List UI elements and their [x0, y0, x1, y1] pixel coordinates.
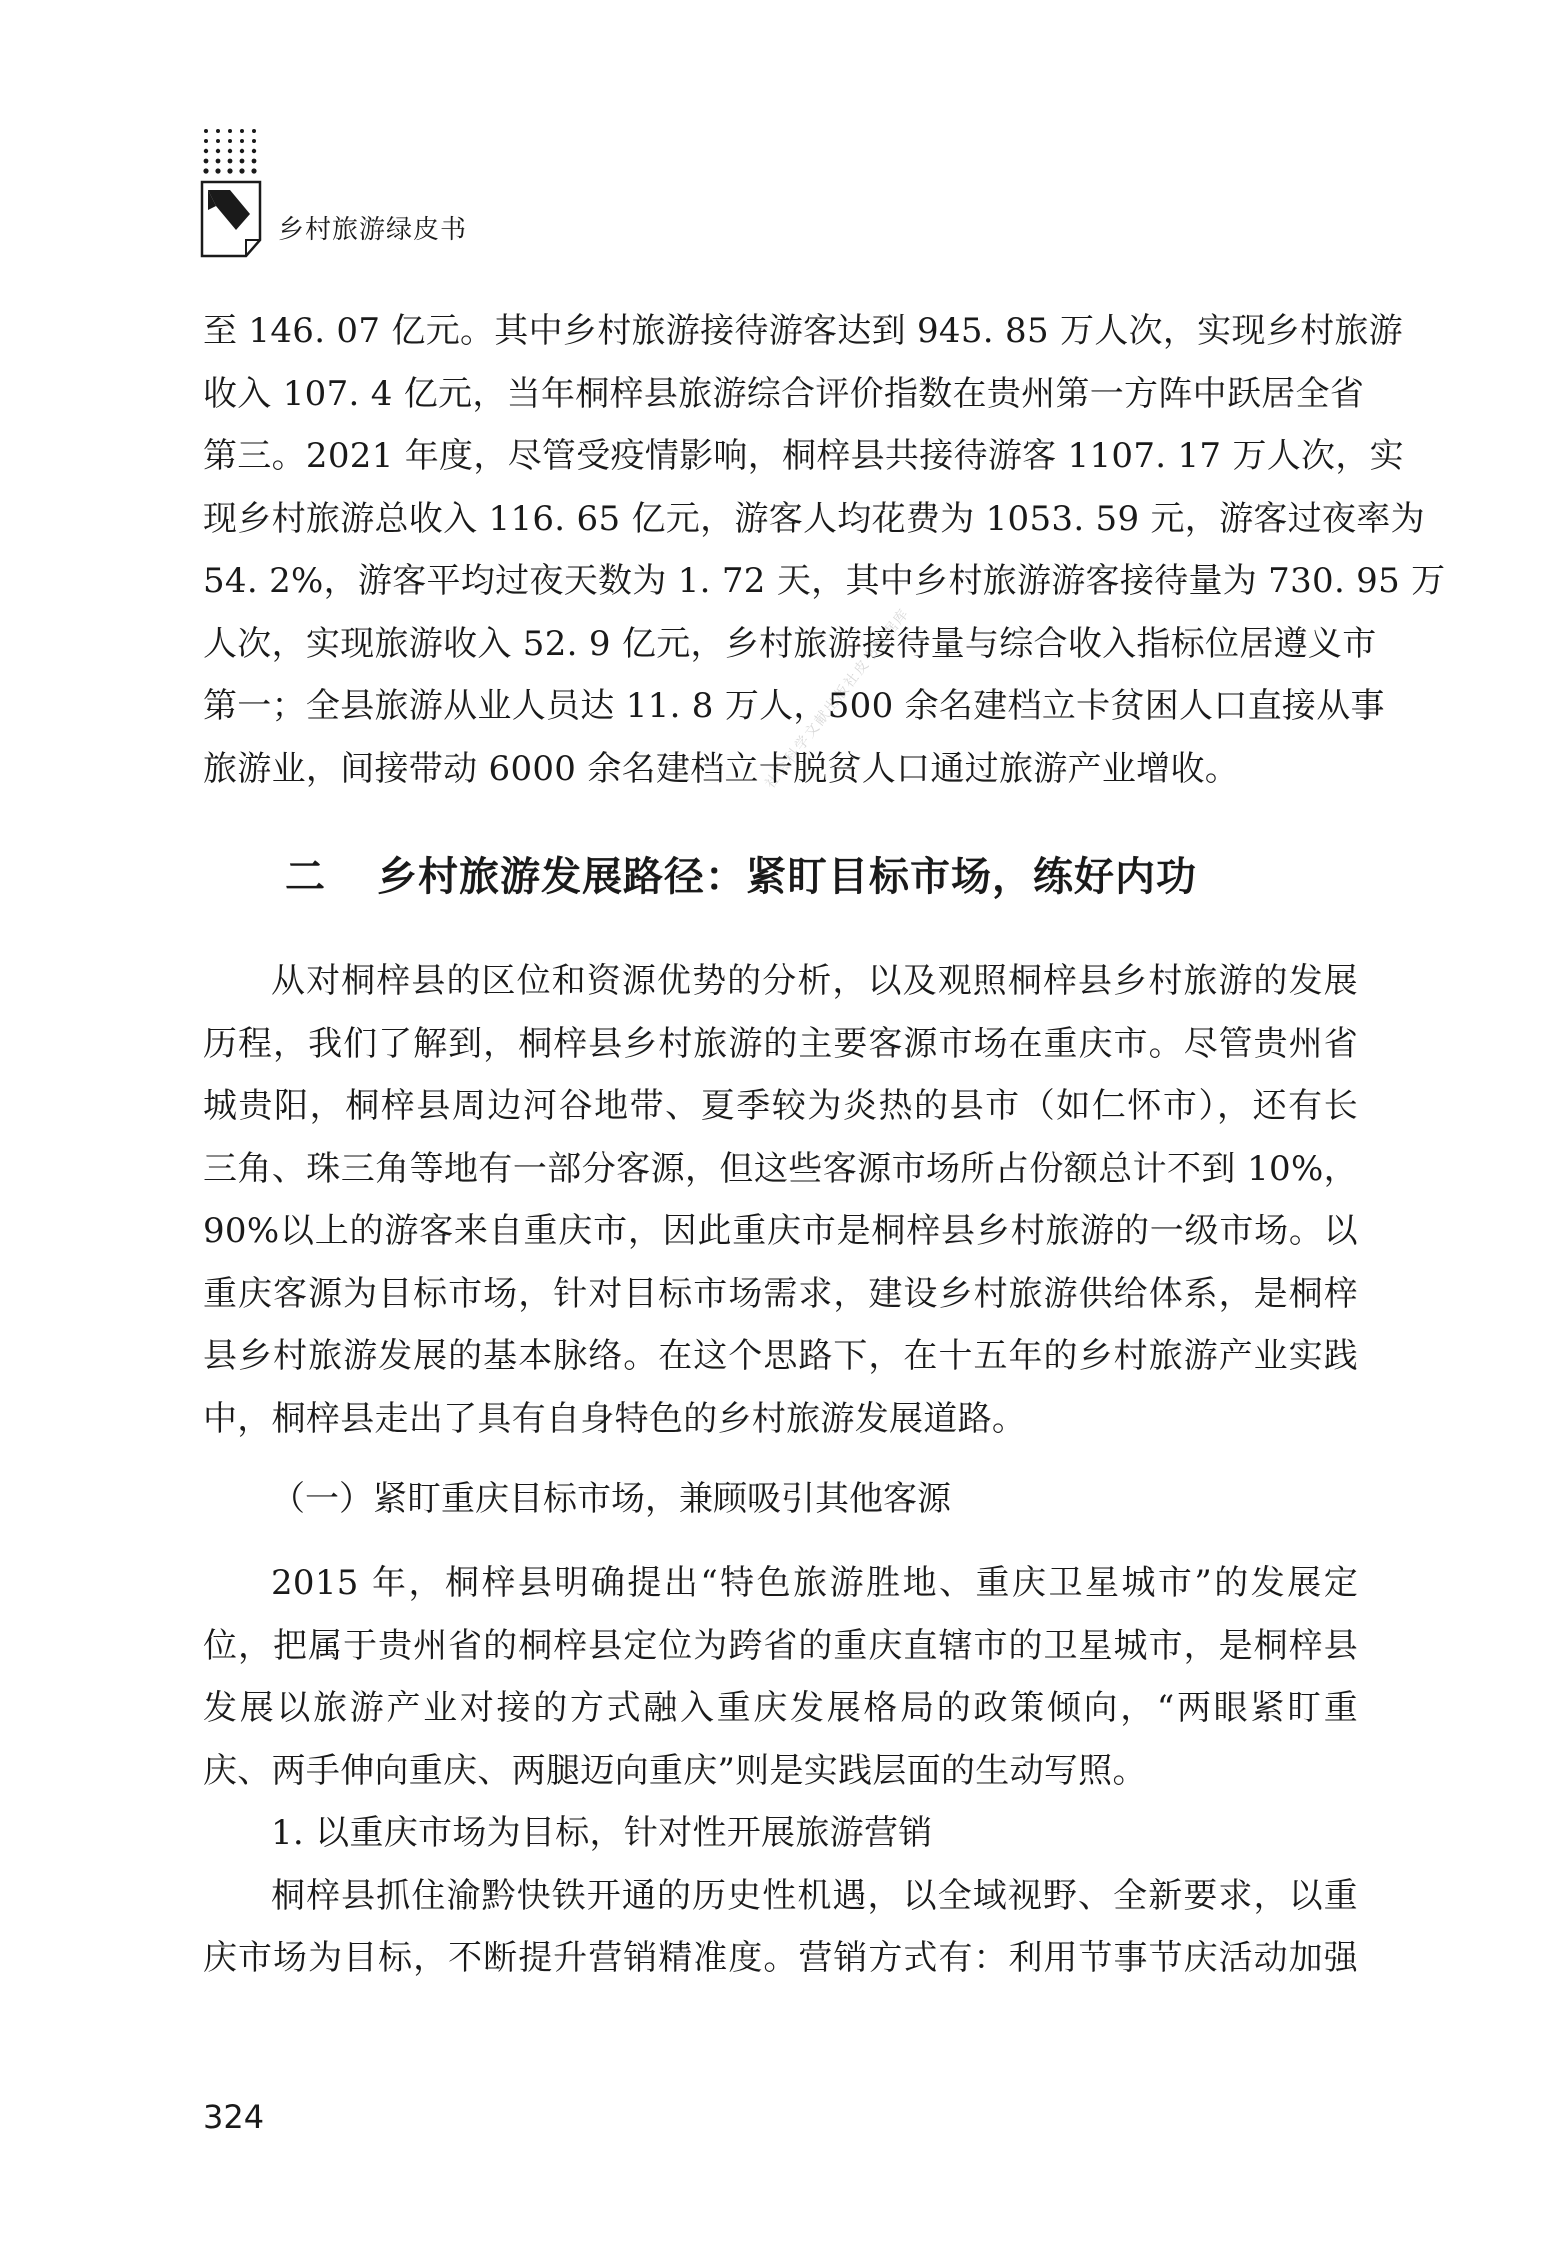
text-line: 从对桐梓县的区位和资源优势的分析，以及观照桐梓县乡村旅游的发展 — [271, 961, 1358, 1001]
text-line: 重庆客源为目标市场，针对目标市场需求，建设乡村旅游供给体系，是桐梓 — [203, 1273, 1358, 1314]
text-line: 2015 年，桐梓县明确提出“特色旅游胜地、重庆卫星城市”的发展定 — [271, 1563, 1358, 1603]
text-line: 城贵阳，桐梓县周边河谷地带、夏季较为炎热的县市（如仁怀市），还有长 — [203, 1086, 1358, 1126]
running-header — [200, 125, 600, 265]
item-heading: 1. 以重庆市场为目标，针对性开展旅游营销 — [271, 1813, 933, 1853]
text-line: 位，把属于贵州省的桐梓县定位为跨省的重庆直辖市的卫星城市，是桐梓县 — [203, 1625, 1358, 1666]
paragraph-1 — [203, 300, 1446, 800]
paragraph-2 — [203, 950, 1358, 1450]
text-line: 第一；全县旅游从业人员达 11. 8 万人，500 余名建档立卡贫困人口直接从事 — [203, 686, 1385, 726]
book-logo-icon — [200, 180, 265, 260]
section-heading — [203, 842, 1358, 912]
text-line: 庆市场为目标，不断提升营销精准度。营销方式有：利用节事节庆活动加强 — [203, 1938, 1358, 1978]
text-line: 中，桐梓县走出了具有自身特色的乡村旅游发展道路。 — [203, 1398, 1027, 1439]
text-line: 54. 2%，游客平均过夜天数为 1. 72 天，其中乡村旅游游客接待量为 730. 95 万 — [203, 561, 1446, 601]
subsection-heading: （一）紧盯重庆目标市场，兼顾吸引其他客源 — [271, 1479, 951, 1519]
dot-grid-icon — [200, 125, 260, 180]
page-body — [203, 300, 1446, 1990]
section-title: 乡村旅游发展路径：紧盯目标市场，练好内功 — [377, 854, 1197, 900]
text-line: 收入 107. 4 亿元，当年桐梓县旅游综合评价指数在贵州第一方阵中跃居全省 — [203, 373, 1365, 414]
text-line: 第三。2021 年度，尽管受疫情影响，桐梓县共接待游客 1107. 17 万人次，实 — [203, 436, 1404, 476]
paragraph-4 — [203, 1865, 1358, 1990]
paragraph-3 — [203, 1552, 1358, 1802]
text-line: 发展以旅游产业对接的方式融入重庆发展格局的政策倾向，“两眼紧盯重 — [203, 1688, 1358, 1728]
page-number: 324 — [203, 2098, 265, 2136]
text-line: 现乡村旅游总收入 116. 65 亿元，游客人均花费为 1053. 59 元，游客过夜率为 — [203, 498, 1425, 539]
text-line: 历程，我们了解到，桐梓县乡村旅游的主要客源市场在重庆市。尽管贵州省 — [203, 1023, 1358, 1064]
text-line: 至 146. 07 亿元。其中乡村旅游接待游客达到 945. 85 万人次，实现乡村旅游 — [203, 311, 1403, 351]
text-line: 县乡村旅游发展的基本脉络。在这个思路下，在十五年的乡村旅游产业实践 — [203, 1336, 1358, 1376]
text-line: 桐梓县抓住渝黔快铁开通的历史性机遇，以全域视野、全新要求，以重 — [271, 1875, 1358, 1916]
section-number: 二 — [285, 854, 326, 900]
watermark: 社会科学文献出版社皮书数据库 — [762, 605, 913, 792]
text-line: 三角、珠三角等地有一部分客源，但这些客源市场所占份额总计不到 10%， — [203, 1148, 1358, 1189]
text-line: 人次，实现旅游收入 52. 9 亿元，乡村旅游接待量与综合收入指标位居遵义市 — [203, 623, 1377, 664]
text-line: 旅游业，间接带动 6000 余名建档立卡脱贫人口通过旅游产业增收。 — [203, 748, 1240, 789]
text-line: 庆、两手伸向重庆、两腿迈向重庆”则是实践层面的生动写照。 — [203, 1750, 1147, 1791]
series-title: 乡村旅游绿皮书 — [278, 215, 468, 245]
text-line: 90%以上的游客来自重庆市，因此重庆市是桐梓县乡村旅游的一级市场。以 — [203, 1211, 1358, 1251]
